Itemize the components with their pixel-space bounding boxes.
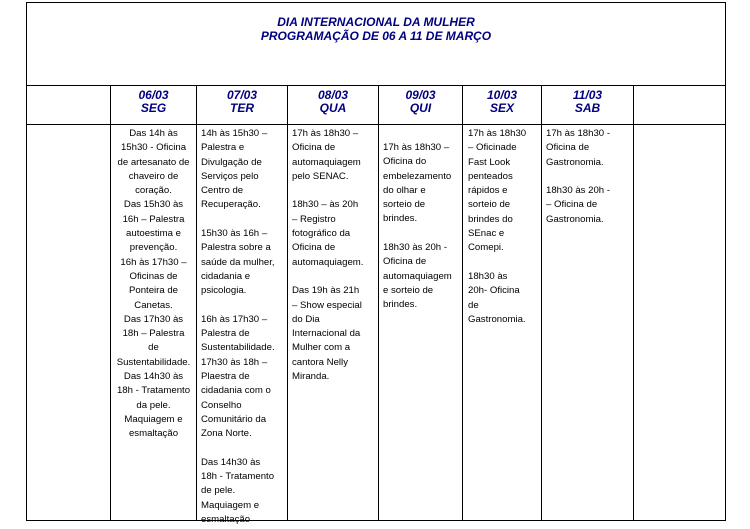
schedule-cell-ter: 14h às 15h30 – Palestra e Divulgação de Serviços pelo Centro de Recuperação. 15h30 às 16h – Palestra sobre a saúde da mulher, cidadania e psicologia. 16h às 17h30 – Palestra de Sustentabilidade. 17h30 às 18h – Plaestra de cidadania com o Conselho Comunitário da Zona Norte. Das 14h30 às 18h - Tratamento de pele. Maquiagem e esmaltação (201, 128, 275, 526)
column-header-weekday: QUA (319, 101, 347, 115)
column-header-weekday: SEG (140, 101, 167, 115)
column-divider (462, 85, 463, 521)
schedule-cell-seg: Das 14h às 15h30 - Oficina de artesanato de chaveiro de coração. Das 15h30 às 16h – Palestra autoestima e prevenção. 16h às 17h30 – Oficinas de Ponteira de Canetas. Das 17h30 às 18h – Palestra de Sustentabilidade. Das 14h30 às 18h - Tratamento da pele. Maquiagem e esmaltação (116, 128, 191, 440)
header-row-divider (26, 124, 726, 125)
column-header-weekday: SEX (489, 101, 514, 115)
column-header-date: 09/03 (405, 88, 436, 102)
column-divider (196, 85, 197, 521)
column-divider (378, 85, 379, 521)
column-header-weekday: SAB (574, 101, 601, 115)
schedule-cell-sex: 17h às 18h30 – Oficinade Fast Look penteados rápidos e sorteio de brindes do SEnac e Comepi. 18h30 às 20h- Oficina de Gastronomia. (468, 128, 527, 325)
column-header-date: 08/03 (317, 88, 349, 102)
column-header-weekday: QUI (409, 101, 432, 115)
document-title: DIA INTERNACIONAL DA MULHER (277, 15, 475, 29)
column-header-weekday: TER (230, 101, 254, 115)
document-subtitle: PROGRAMAÇÃO DE 06 A 11 DE MARÇO (260, 29, 492, 43)
title-row-divider (26, 85, 726, 86)
schedule-cell-qui: 17h às 18h30 – Oficina do embelezamento do olhar e sorteio de brindes. 18h30 às 20h - Oficina de automaquiagem e sorteio de brindes. (383, 142, 452, 311)
column-header-date: 11/03 (572, 88, 603, 102)
column-divider (541, 85, 542, 521)
column-divider (633, 85, 634, 521)
table-border-bottom (26, 520, 726, 521)
column-divider (287, 85, 288, 521)
schedule-cell-qua: 17h às 18h30 – Oficina de automaquiagem pelo SENAC. 18h30 – às 20h – Registro fotográfico da Oficina de automaquiagem. Das 19h às 21h – Show especial do Dia Internacional da Mulher com a cantora Nelly Miranda. (292, 128, 364, 383)
column-header-date: 06/03 (138, 88, 169, 102)
table-border-left (26, 2, 27, 521)
table-border-right (725, 2, 726, 521)
column-header-date: 10/03 (486, 88, 518, 102)
table-border-top (26, 2, 726, 3)
column-header-date: 07/03 (226, 88, 258, 102)
schedule-cell-sab: 17h às 18h30 - Oficina de Gastronomia. 18h30 às 20h - – Oficina de Gastronomia. (546, 128, 611, 225)
